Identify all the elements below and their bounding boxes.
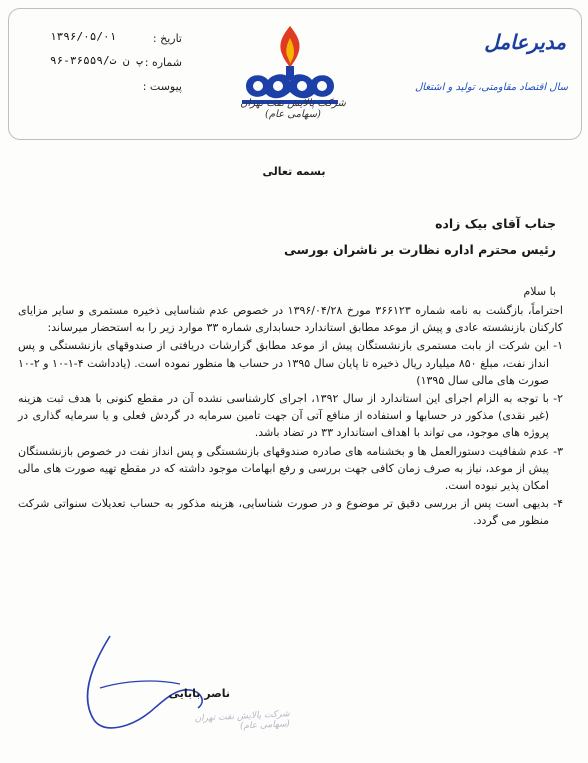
basmala-heading: بسمه تعالی: [262, 165, 326, 178]
attachment-label: پیوست :: [142, 80, 182, 93]
list-item: [18, 443, 563, 495]
item-text: با توجه به الزام اجرای این استاندارد از سال ۱۳۹۲، اجرای کارشناسی نشده آن در مقطع کنونی با هدف ثبت هزینه (غیر نقدی) مذکور در حسابها و استفاده از منافع آتی آن جهت تامین سرمایه در گردش فعلی و یا سرمایه گذاری در پروژه های موجود، می تواند با اهداف استاندارد ۳۳ در تضاد باشد.: [18, 392, 549, 440]
list-item: [18, 337, 563, 389]
year-slogan: سال اقتصاد مقاومتی، تولید و اشتغال: [415, 82, 568, 93]
date-value: ۱۳۹۶/۰۵/۰۱: [50, 30, 117, 43]
addressee-name: جناب آقای بیک زاده: [435, 216, 556, 231]
number-row: [52, 54, 182, 78]
item-text: بدیهی است پس از بررسی دقیق تر موضوع و در صورت شناسایی، هزینه مذکور به حساب تعدیلات سنواتی شرکت منظور می گردد.: [18, 497, 549, 528]
addressee-title: رئیس محترم اداره نظارت بر ناشران بورسی: [284, 242, 556, 257]
company-name: شرکت پالایش نفت تهران (سهامی عام): [240, 98, 346, 120]
number-value: پ ن ت/۳۶۵۵۹-۹۶: [50, 54, 143, 67]
item-number: ۴-: [553, 497, 563, 511]
ceo-title: مدیرعامل: [484, 30, 566, 54]
item-text: عدم شفافیت دستورالعمل ها و بخشنامه های صادره صندوقهای بازنشستگی و پس انداز نفت در خصوص بازنشستگان پیش از موعد، نیاز به صرف زمان کافی جهت بررسی و رفع ابهامات موجود داشته که در مقطع تهیه صورت های مالی امکان پذیر نبوده است.: [18, 444, 549, 493]
attachment-row: [52, 78, 182, 102]
date-label: تاریخ :: [152, 32, 182, 45]
date-row: [52, 30, 182, 54]
number-label: شماره :: [144, 56, 182, 69]
list-item: [18, 390, 563, 442]
item-number: ۱-: [553, 339, 563, 353]
item-text: این شرکت از بابت مستمری بازنشستگان پیش از موعد مطابق گزارشات دریافتی از صندوقهای بازنشستگی و پس انداز نفت، مبلغ ۸۵۰ میلیارد ریال ذخیره تا پایان سال ۱۳۹۵ در حساب ها منظور نموده است. (یادداشت ۴-۱-۱۰ و ۲-۱۰ صورت های مالی سال ۱۳۹۵): [18, 339, 550, 387]
item-number: ۲-: [553, 392, 563, 406]
letter-meta: [52, 30, 182, 102]
item-number: ۳-: [553, 444, 563, 458]
signer-name: ناصر بابایی: [168, 687, 230, 700]
company-stamp: شرکت پالایش نفت تهران (سهامی عام): [194, 709, 291, 732]
list-item: [18, 495, 563, 529]
greeting: با سلام: [523, 285, 556, 298]
letter-body: [18, 302, 563, 531]
intro-paragraph: احتراماً، بازگشت به نامه شماره ۳۶۶۱۲۳ مورخ ۱۳۹۶/۰۴/۲۸ در خصوص عدم شناسایی ذخیره مستمری و سایر مزایای کارکنان بازنشسته عادی و پیش از موعد مطابق استاندارد حسابداری شماره ۳۳ موارد زیر را به استحضار میرساند:: [18, 304, 563, 335]
